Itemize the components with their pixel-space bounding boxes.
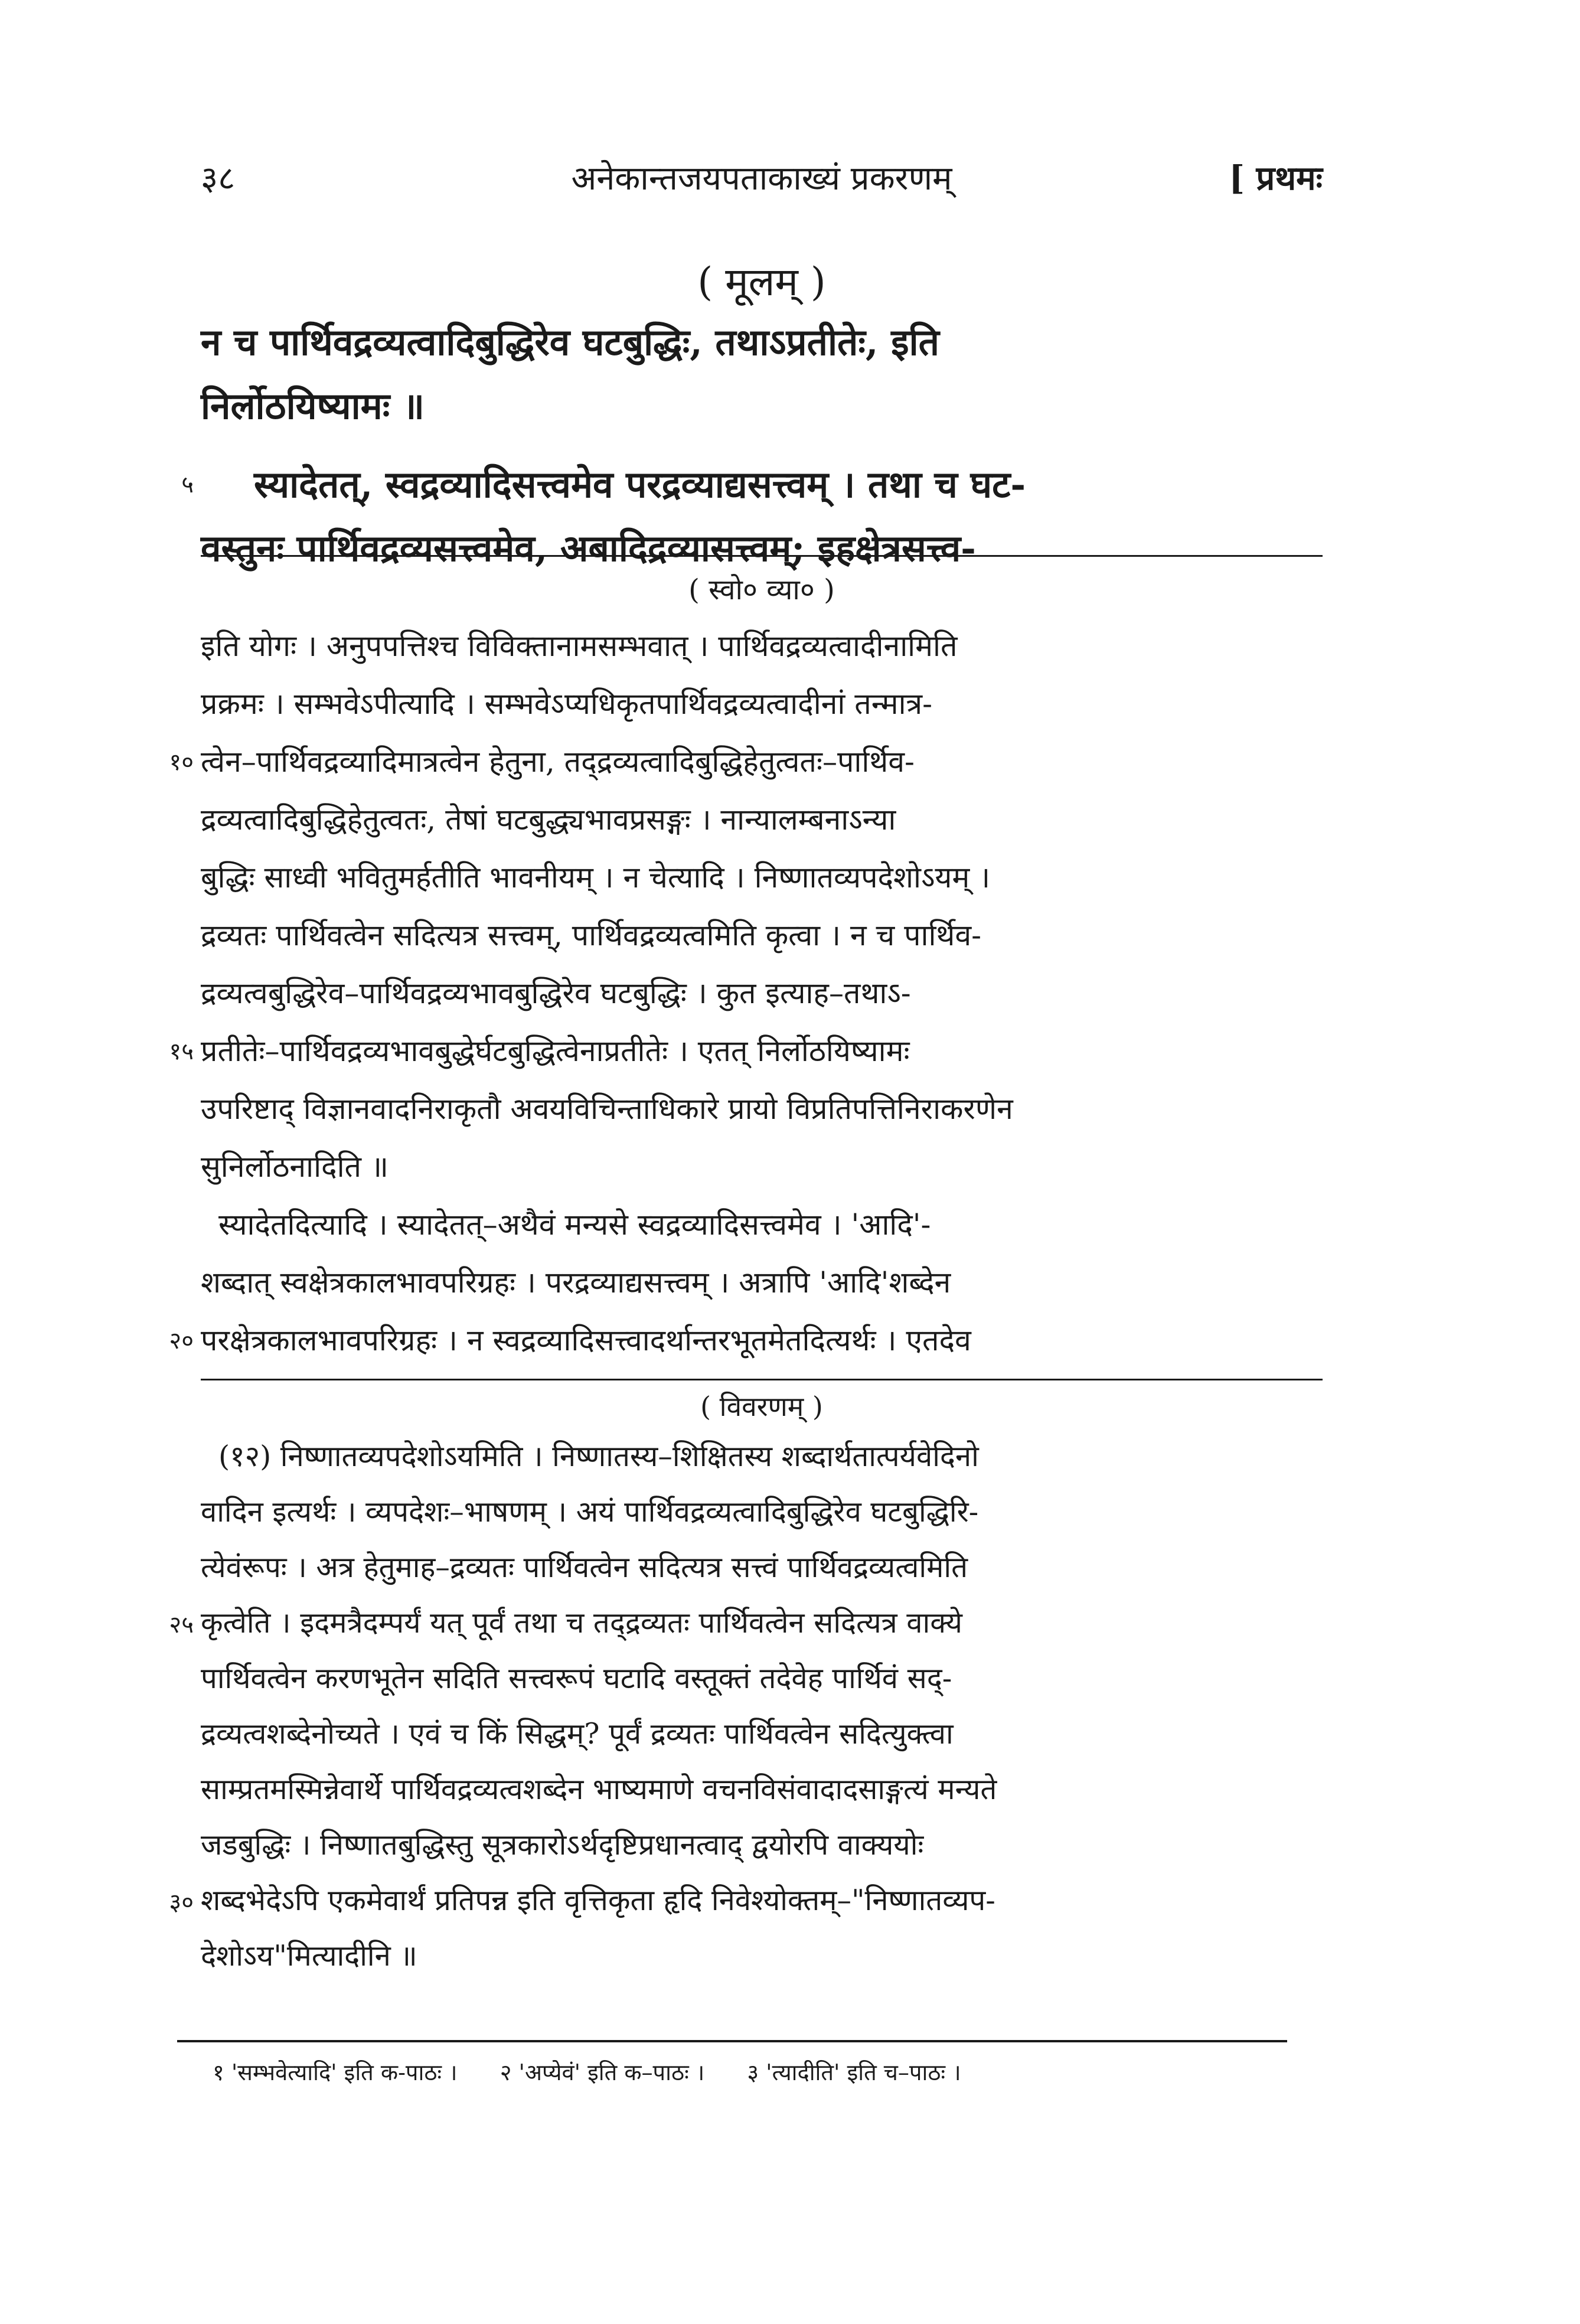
text-line <box>201 1540 1323 1595</box>
vivarana-text <box>169 1429 1323 1984</box>
page-number: ३८ <box>201 159 236 198</box>
text-line <box>201 313 1323 377</box>
line-number: २५ <box>169 1611 194 1638</box>
text-line <box>201 1928 1323 1984</box>
line-text: वस्तुनः पार्थिवद्रव्यसत्त्वमेव, अबादिद्रव्यासत्त्वम्; इहक्षेत्रसत्त्व- <box>201 527 976 570</box>
line-text: त्वेन–पार्थिवद्रव्यादिमात्रत्वेन हेतुना, तद्द्रव्यत्वादिबुद्धिहेतुत्वतः–पार्थिव- <box>201 745 915 779</box>
text-line <box>201 848 1323 906</box>
line-text: निर्लोठयिष्यामः ॥ <box>201 384 425 427</box>
text-line <box>201 1762 1323 1817</box>
footnote-rule <box>177 2040 1287 2042</box>
text-line <box>169 1873 1323 1928</box>
text-line <box>201 675 1323 733</box>
line-text: सुनिर्लोठनादिति ॥ <box>201 1150 389 1184</box>
line-text: वादिन इत्यर्थः । व्यपदेशः–भाषणम् । अयं पार्थिवद्रव्यत्वादिबुद्धिरेव घटबुद्धिरि- <box>201 1495 979 1529</box>
text-line <box>201 791 1323 848</box>
text-line <box>201 1254 1323 1311</box>
text-line <box>201 1196 1323 1254</box>
footnote: २ 'अप्येवं' इति क–पाठः । <box>500 2059 705 2085</box>
line-text: पार्थिवत्वेन करणभूतेन सदिति सत्त्वरूपं घटादि वस्तूक्तं तदेवेह पार्थिवं सद्- <box>201 1662 952 1695</box>
line-text: उपरिष्टाद् विज्ञानवादनिराकृतौ अवयविचिन्ताधिकारे प्रायो विप्रतिपत्तिनिराकरणेन <box>201 1092 1013 1126</box>
text-line <box>169 1311 1323 1369</box>
text-line <box>201 377 1323 440</box>
line-text: द्रव्यत्वादिबुद्धिहेतुत्वतः, तेषां घटबुद्ध्यभावप्रसङ्गः । नान्यालम्बनाऽन्या <box>201 802 896 837</box>
line-text: द्रव्यत्वशब्देनोच्यते । एवं च किं सिद्धम्? पूर्वं द्रव्यतः पार्थिवत्वेन सदित्युक्त्वा <box>201 1717 954 1751</box>
footnote: ३ 'त्यादीति' इति च–पाठः । <box>747 2059 961 2085</box>
text-line <box>169 733 1323 791</box>
mula-heading: ( मूलम् ) <box>697 259 826 305</box>
text-line <box>201 1706 1323 1762</box>
text-line <box>201 1817 1323 1873</box>
text-line <box>169 1022 1323 1080</box>
text-line <box>201 1651 1323 1706</box>
footnote: १ 'सम्भवेत्यादि' इति क-पाठः । <box>213 2059 458 2085</box>
line-text: जडबुद्धिः । निष्णातबुद्धिस्तु सूत्रकारोऽर्थदृष्टिप्रधानत्वाद् द्वयोरपि वाक्ययोः <box>201 1828 924 1862</box>
line-number: २० <box>169 1327 194 1354</box>
text-line <box>201 1080 1323 1138</box>
line-text: इति योगः । अनुपपत्तिश्च विविक्तानामसम्भवात् । पार्थिवद्रव्यत्वादीनामिति <box>201 629 958 663</box>
divider-rule <box>201 1379 1323 1380</box>
vivarana-heading: ( विवरणम् ) <box>700 1391 823 1422</box>
text-line <box>201 1429 1323 1484</box>
mula-text <box>181 313 1323 583</box>
line-text: शब्दभेदेऽपि एकमेवार्थं प्रतिपन्न इति वृत्तिकृता हृदि निवेश्योक्तम्–"निष्णातव्यप- <box>201 1884 995 1917</box>
running-head <box>201 155 1323 202</box>
text-line <box>181 455 1323 519</box>
line-number: ५ <box>181 471 194 498</box>
line-text: प्रतीतेः–पार्थिवद्रव्यभावबुद्धेर्घटबुद्धित्वेनाप्रतीतेः । एतत् निर्लोठयिष्यामः <box>201 1034 910 1068</box>
footnotes <box>213 2055 1334 2090</box>
text-line <box>201 1484 1323 1540</box>
line-text: स्यादेतदित्यादि । स्यादेतत्–अथैवं मन्यसे स्वद्रव्यादिसत्त्वमेव । 'आदि'- <box>218 1207 931 1242</box>
line-text: (१२) निष्णातव्यपदेशोऽयमिति । निष्णातस्य–शिक्षितस्य शब्दार्थतात्पर्यवेदिनो <box>218 1440 979 1473</box>
line-text: स्यादेतत्, स्वद्रव्यादिसत्त्वमेव परद्रव्याद्यसत्त्वम् । तथा च घट- <box>254 463 1026 506</box>
line-text: प्रक्रमः । सम्भवेऽपीत्यादि । सम्भवेऽप्यधिकृतपार्थिवद्रव्यत्वादीनां तन्मात्र- <box>201 687 933 721</box>
line-text: द्रव्यत्वबुद्धिरेव–पार्थिवद्रव्यभावबुद्धिरेव घटबुद्धिः । कुत इत्याह–तथाऽ- <box>201 976 911 1010</box>
divider-rule <box>201 555 1323 557</box>
line-text: शब्दात् स्वक्षेत्रकालभावपरिग्रहः । परद्रव्याद्यसत्त्वम् । अत्रापि 'आदि'शब्देन <box>201 1265 951 1300</box>
book-title: अनेकान्तजयपताकाख्यं प्रकरणम् <box>571 159 952 198</box>
text-line <box>169 1595 1323 1651</box>
section-marker: [ प्रथमः <box>1229 159 1323 198</box>
text-line <box>201 964 1323 1022</box>
text-line <box>201 617 1323 675</box>
line-number: ३० <box>169 1889 194 1916</box>
line-text: देशोऽय"मित्यादीनि ॥ <box>201 1939 417 1973</box>
line-text: बुद्धिः साध्वी भवितुमर्हतीति भावनीयम् । न चेत्यादि । निष्णातव्यपदेशोऽयम् । <box>201 860 991 895</box>
text-line <box>201 1138 1323 1196</box>
line-text: द्रव्यतः पार्थिवत्वेन सदित्यत्र सत्त्वम्, पार्थिवद्रव्यत्वमिति कृत्वा । न च पार्थिव- <box>201 918 982 952</box>
line-text: न च पार्थिवद्रव्यत्वादिबुद्धिरेव घटबुद्धिः, तथाऽप्रतीतेः, इति <box>201 321 939 364</box>
line-text: कृत्वेति । इदमत्रैदम्पर्यं यत् पूर्वं तथा च तद्द्रव्यतः पार्थिवत्वेन सदित्यत्र वाक्ये <box>201 1606 962 1640</box>
line-number: १५ <box>169 1038 194 1065</box>
line-text: परक्षेत्रकालभावपरिग्रहः । न स्वद्रव्यादिसत्त्वादर्थान्तरभूतमेतदित्यर्थः । एतदेव <box>201 1323 971 1357</box>
text-line <box>201 906 1323 964</box>
line-text: साम्प्रतमस्मिन्नेवार्थे पार्थिवद्रव्यत्वशब्देन भाष्यमाणे वचनविसंवादादसाङ्गत्यं मन्यते <box>201 1773 997 1806</box>
vyakhya-heading: ( स्वो० व्या० ) <box>688 573 835 606</box>
line-number: १० <box>169 749 194 776</box>
line-text: त्येवंरूपः । अत्र हेतुमाह–द्रव्यतः पार्थिवत्वेन सदित्यत्र सत्त्वं पार्थिवद्रव्यत्वमिति <box>201 1551 968 1584</box>
vyakhya-text <box>169 617 1323 1369</box>
